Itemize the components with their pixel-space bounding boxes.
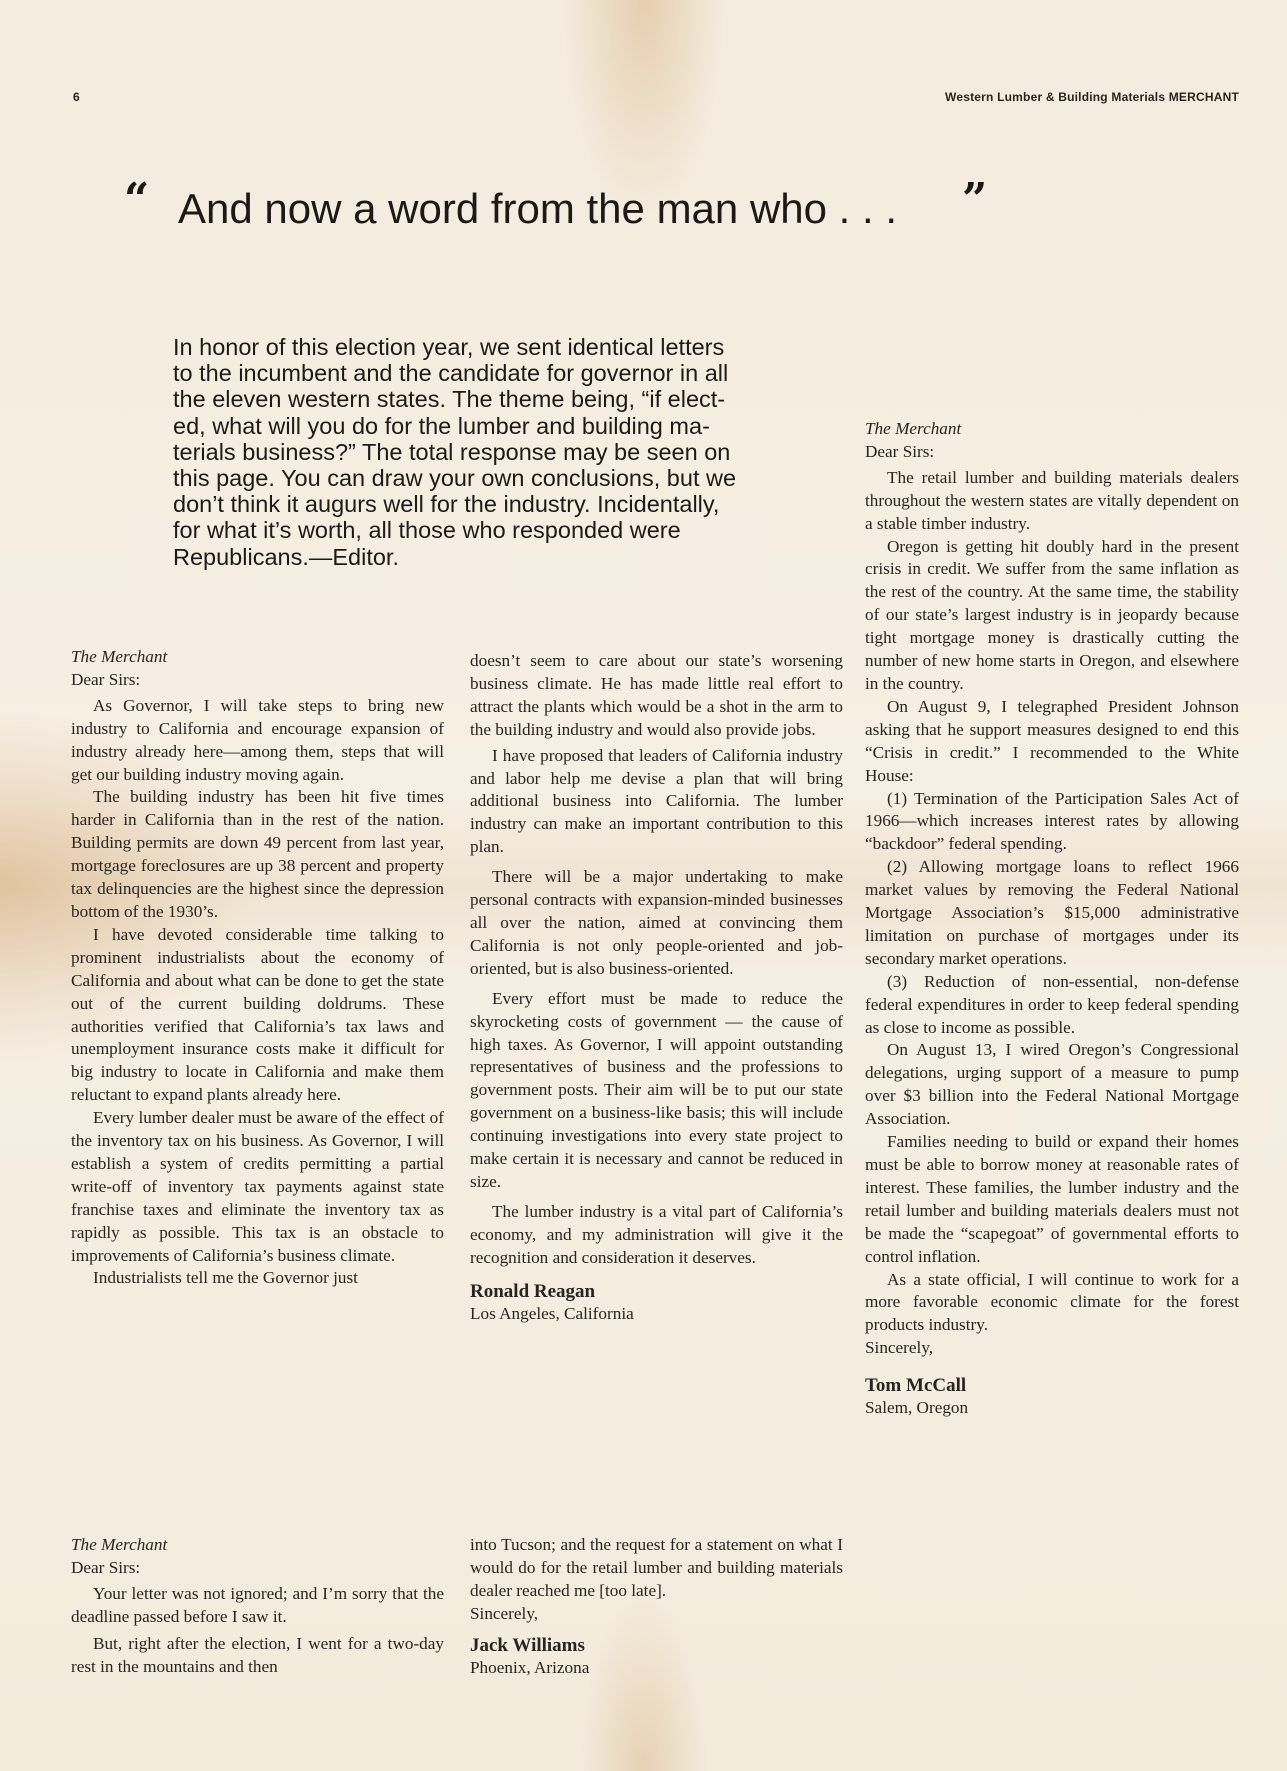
paragraph: I have devoted considerable time talking to prominent industrialists about the economy of California and about what can be done to get the state out of the current building doldrums. These authorities verified that California’s tax laws and unemployment insurance costs make it difficult for big industry to locate in California and make them reluctant to expand plants already here.	[71, 924, 444, 1105]
signer-location: Los Angeles, California	[470, 1303, 634, 1323]
greeting: Dear Sirs:	[71, 669, 141, 689]
open-quote-mark: “	[124, 174, 150, 225]
paragraph: Every effort must be made to reduce the skyrocketing costs of government — the cause of high taxes. As Governor, I will appoint outstanding representatives of business and the professions to government posts. Their aim will be to put our state government on a business-like basis; this will include continuing investigations into every state project to make certain it is necessary and cannot be reduced in size.	[470, 988, 843, 1191]
signer-location: Salem, Oregon	[865, 1398, 969, 1418]
closing: Sincerely,	[865, 1338, 934, 1358]
closing: Sincerely,	[470, 1603, 539, 1623]
williams-letter-column-2	[470, 1534, 843, 1679]
headline: And now a word from the man who . . .	[178, 185, 898, 232]
close-quote-mark: ”	[962, 174, 988, 225]
williams-letter-column-1	[71, 1534, 444, 1678]
paragraph: I have proposed that leaders of California industry and labor help me devise a plan that will bring additional business into California. The lumber industry can make an important contribution to this plan.	[470, 745, 843, 857]
paragraph: Oregon is getting hit doubly hard in the present crisis in credit. We suffer from the same inflation as the rest of the country. At the same time, the stability of our state’s largest industry is in jeopardy because tight mortgage money is drastically cutting the number of new home starts in Oregon, and elsewhere in the country.	[865, 536, 1239, 693]
paragraph: As Governor, I will take steps to bring new industry to California and encourage expansion of industry already here—among them, steps that will get our building industry moving again.	[71, 695, 444, 784]
mccall-letter	[865, 418, 1239, 1419]
paragraph: Your letter was not ignored; and I’m sorry that the deadline passed before I saw it.	[71, 1583, 444, 1626]
paragraph: On August 9, I telegraphed President Johnson asking that he support measures designed to end this “Crisis in credit.” I recommended to the White House:	[865, 696, 1239, 785]
reagan-letter-column-2	[470, 650, 843, 1325]
paragraph: Families needing to build or expand their homes must be able to borrow money at reasonable rates of interest. These families, the lumber industry and the retail lumber and building materials dealers must not be made the “scapegoat” of governmental efforts to control inflation.	[865, 1132, 1239, 1266]
signer-name: Ronald Reagan	[470, 1280, 596, 1302]
reagan-letter-column-1	[71, 646, 444, 1290]
paragraph: As a state official, I will continue to work for a more favorable economic climate for the forest products industry.	[865, 1269, 1239, 1335]
page-number: 6	[73, 90, 80, 104]
paragraph: There will be a major undertaking to make personal contracts with expansion-minded businesses all over the nation, aimed at convincing them California is not only people-oriented and job-oriented, but is also business-oriented.	[470, 867, 843, 978]
paragraph: Industrialists tell me the Governor just	[93, 1268, 358, 1288]
paragraph: (1) Termination of the Participation Sales Act of 1966—which increases interest rates by allowing “backdoor” federal spending.	[865, 788, 1239, 854]
editor-intro: In honor of this election year, we sent identical letters to the incumbent and the candidate for governor in all the eleven western states. The theme being, “if elected, what will you do for the lumber and building materials business?” The total response may be seen on this page. You can draw your own conclusions, but we don’t think it augurs well for the industry. Incidentally, for what it’s worth, all those who responded were Republicans.—Editor.	[173, 334, 737, 570]
paragraph: On August 13, I wired Oregon’s Congressional delegations, urging support of a measure to pump over $3 billion into the Federal National Mortgage Association.	[865, 1040, 1239, 1129]
greeting: Dear Sirs:	[865, 441, 935, 461]
signer-name: Jack Williams	[470, 1634, 585, 1656]
paragraph-continued: doesn’t seem to care about our state’s worsening business climate. He has made little real effort to attract the plants which would be a shot in the arm to the building industry and would also provide jobs.	[470, 651, 843, 739]
paragraph: The lumber industry is a vital part of California’s economy, and my administration will give it the recognition and consideration it deserves.	[470, 1201, 843, 1267]
signer-location: Phoenix, Arizona	[470, 1657, 590, 1677]
salutation: The Merchant	[71, 647, 168, 666]
paragraph: The retail lumber and building materials dealers throughout the western states are vitally dependent on a stable timber industry.	[865, 467, 1239, 533]
masthead: Western Lumber & Building Materials MERCHANT	[945, 90, 1239, 104]
paragraph: But, right after the election, I went for a two-day rest in the mountains and then	[71, 1633, 444, 1676]
greeting: Dear Sirs:	[71, 1557, 141, 1577]
salutation: The Merchant	[865, 419, 962, 438]
paragraph: Every lumber dealer must be aware of the effect of the inventory tax on his business. As Governor, I will establish a system of credits permitting a partial write-off of inventory tax payments against state franchise taxes and eliminate the inventory tax as rapidly as possible. This tax is an obstacle to improvements of California’s business climate.	[71, 1108, 444, 1265]
signer-name: Tom McCall	[865, 1375, 967, 1397]
paragraph: (2) Allowing mortgage loans to reflect 1966 market values by removing the Federal National Mortgage Association’s $15,000 administrative limitation on purchase of mortgages under its secondary market operations.	[865, 857, 1239, 968]
paragraph: (3) Reduction of non-essential, non-defense federal expenditures in order to keep federal spending as close to income as possible.	[865, 971, 1239, 1037]
paragraph: The building industry has been hit five times harder in California than in the rest of the nation. Building permits are down 49 percent from last year, mortgage foreclosures are up 38 percent and property tax delinquencies are the highest since the depression bottom of the 1930’s.	[71, 787, 444, 921]
salutation: The Merchant	[71, 1535, 168, 1554]
paragraph-continued: into Tucson; and the request for a statement on what I would do for the retail lumber and building materials dealer reached me [too late].	[470, 1535, 843, 1600]
